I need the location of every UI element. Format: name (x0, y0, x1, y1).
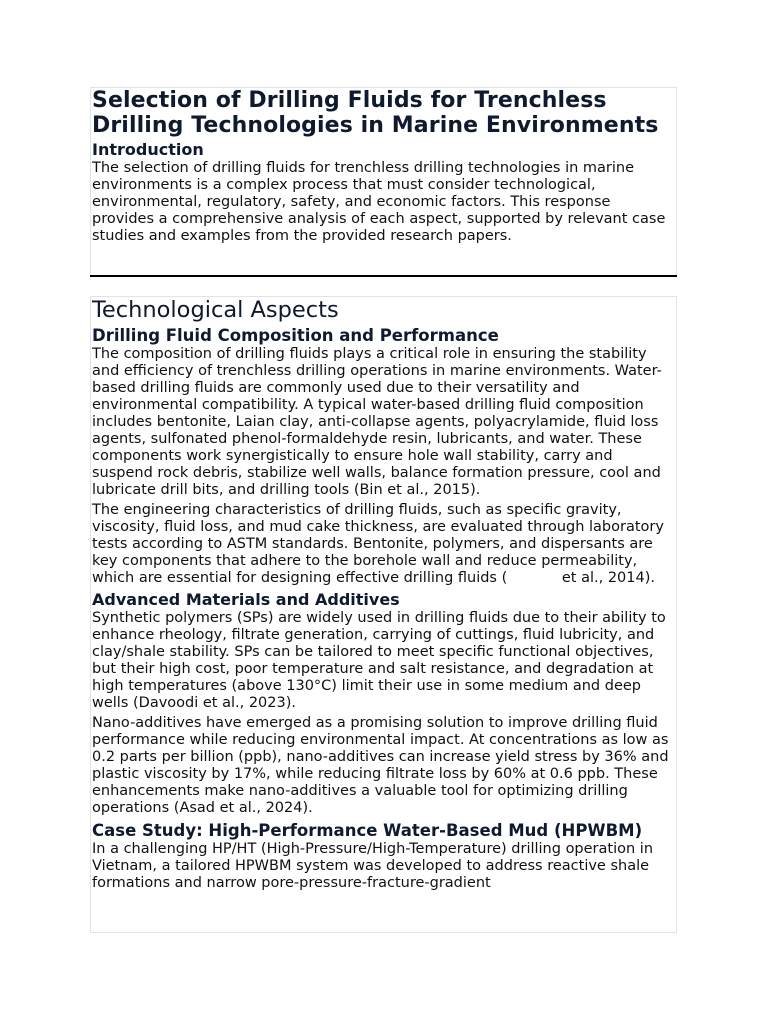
advanced-paragraph-1: Synthetic polymers (SPs) are widely used in drilling fluids due to their ability to enhance rheology, filtrate generation, carrying of cuttings, fluid lubricity, and clay/shale stability. SPs can be tailored to meet specific functional objectives, but their high cost, poor temperature and salt resistance, and degradation at high temperatures (above 130°C) limit their use in some medium and deep wells (Davoodi et al., 2023). (92, 610, 666, 711)
technological-aspects-section (90, 296, 677, 933)
composition-paragraph-1: The composition of drilling fluids plays a critical role in ensuring the stability and efficiency of trenchless drilling operations in marine environments. Water-based drilling fluids are commonly used due to their versatility and environmental compatibility. A typical water-based drilling fluid composition includes bentonite, Laian clay, anti-collapse agents, polyacrylamide, fluid loss agents, sulfonated phenol-formaldehyde resin, lubricants, and water. These components work synergistically to ensure hole wall stability, carry and suspend rock debris, stabilize well walls, balance formation pressure, cool and lubricate drill bits, and drilling tools (Bin et al., 2015). (92, 346, 662, 498)
technological-aspects-heading: Technological Aspects (92, 297, 339, 323)
advanced-paragraph-2: Nano-additives have emerged as a promising solution to improve drilling fluid performance while reducing environmental impact. At concentrations as low as 0.2 parts per billion (ppb), nano-additives can increase yield stress by 36% and plastic viscosity by 17%, while reducing filtrate loss by 60% at 0.6 ppb. These enhancements make nano-additives a valuable tool for optimizing drilling operations (Asad et al., 2024). (92, 715, 669, 816)
composition-paragraph-2 (92, 502, 676, 587)
intro-section (90, 87, 677, 277)
case-study-heading: Case Study: High-Performance Water-Based Mud (HPWBM) (92, 821, 643, 840)
composition-heading: Drilling Fluid Composition and Performance (92, 326, 499, 345)
composition-paragraph-2-start: The engineering characteristics of drilling fluids, such as specific gravity, viscosity, fluid loss, and mud cake thickness, are evaluated through laboratory tests according to ASTM standards. Bentonite, polymers, and dispersants are key components that adhere to the borehole wall and reduce permeability, which are essential for designing effective drilling fluids ( (92, 502, 664, 586)
composition-paragraph-2-end: et al., 2014). (557, 570, 655, 586)
advanced-materials-heading: Advanced Materials and Additives (92, 590, 400, 609)
document-title: Selection of Drilling Fluids for Trenchless Drilling Technologies in Marine Environments (92, 88, 659, 138)
case-study-paragraph: In a challenging HP/HT (High-Pressure/High-Temperature) drilling operation in Vietnam, a tailored HPWBM system was developed to address reactive shale formations and narrow pore-pressure-fracture-gradient (92, 841, 654, 891)
section-divider (90, 275, 677, 277)
introduction-heading: Introduction (92, 140, 204, 159)
introduction-paragraph: The selection of drilling fluids for trenchless drilling technologies in marine environments is a complex process that must consider technological, environmental, regulatory, safety, and economic factors. This response provides a comprehensive analysis of each aspect, supported by relevant case studies and examples from the provided research papers. (92, 160, 666, 244)
